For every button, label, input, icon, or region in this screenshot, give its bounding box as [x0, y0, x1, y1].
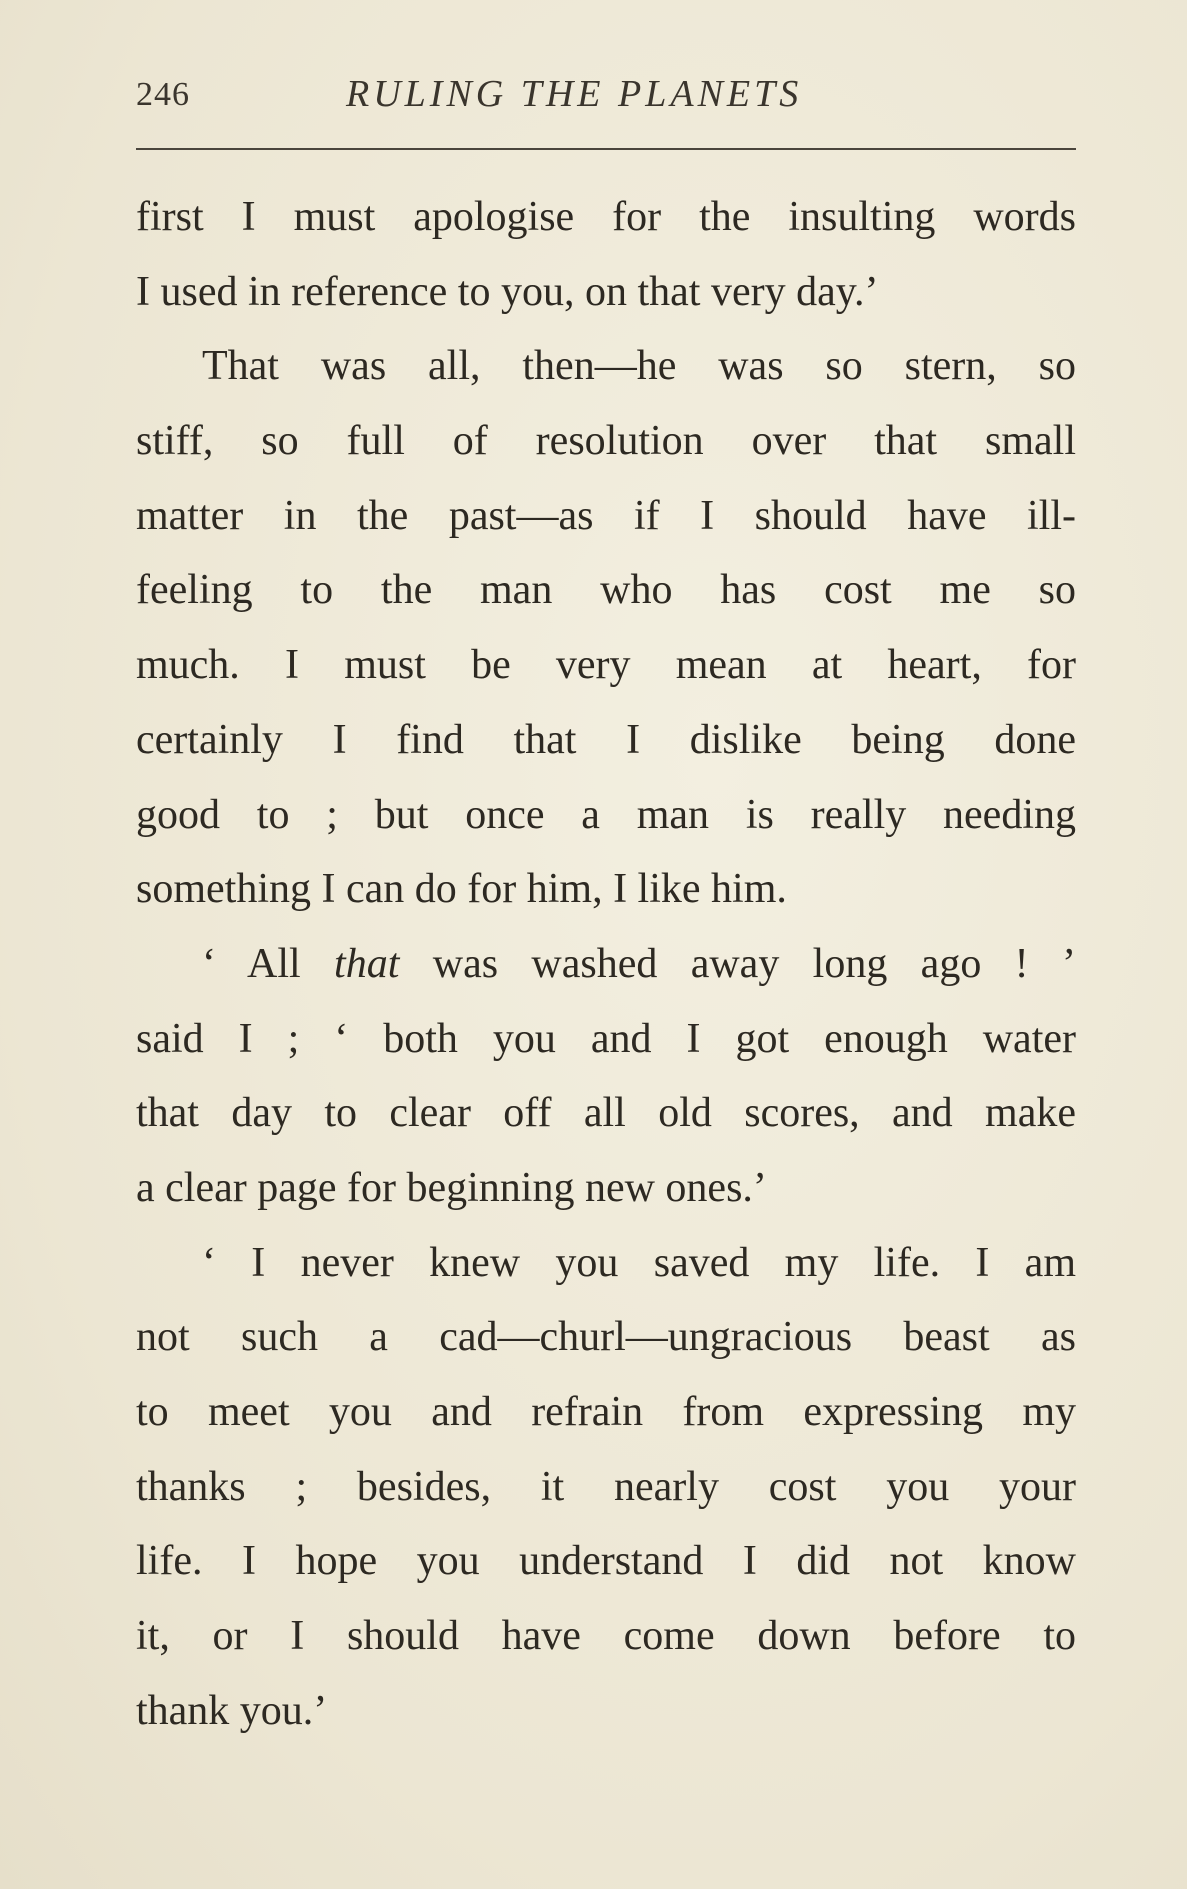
text-line: life. I hope you understand I did not know	[136, 1538, 1076, 1585]
text-line: stiff, so full of resolution over that small	[136, 418, 1076, 465]
text-line: feeling to the man who has cost me so	[136, 567, 1076, 614]
text-line: much. I must be very mean at heart, for	[136, 642, 1076, 689]
running-head	[136, 72, 1076, 122]
text-line: first I must apologise for the insulting words	[136, 194, 1076, 240]
text-line: ‘ I never knew you saved my life. I am	[202, 1239, 1076, 1286]
page-number: 246	[136, 76, 190, 113]
text-line: I used in reference to you, on that very day.’	[136, 268, 879, 315]
text-segment: ‘ All	[202, 940, 335, 987]
text-line: good to ; but once a man is really needing	[136, 791, 1076, 838]
text-line: it, or I should have come down before to	[136, 1613, 1076, 1660]
header-rule	[136, 148, 1076, 150]
text-line: certainly I find that I dislike being done	[136, 716, 1076, 763]
body-text	[136, 180, 1076, 1748]
text-line: that day to clear off all old scores, and make	[136, 1090, 1076, 1137]
text-line	[136, 927, 1076, 1002]
text-segment: was washed away long ago ! ’	[399, 940, 1076, 987]
italic-word: that	[334, 940, 400, 987]
text-line: That was all, then—he was so stern, so	[202, 343, 1076, 390]
text-line: a clear page for beginning new ones.’	[136, 1164, 767, 1211]
running-title: RULING THE PLANETS	[346, 73, 803, 115]
text-line: said I ; ‘ both you and I got enough water	[136, 1015, 1076, 1062]
text-line: matter in the past—as if I should have ill-	[136, 492, 1076, 539]
text-line: thanks ; besides, it nearly cost you your	[136, 1463, 1076, 1510]
text-line: something I can do for him, I like him.	[136, 866, 787, 913]
text-line: not such a cad—churl—ungracious beast as	[136, 1314, 1076, 1361]
text-line: to meet you and refrain from expressing my	[136, 1389, 1076, 1435]
text-line: thank you.’	[136, 1687, 328, 1734]
